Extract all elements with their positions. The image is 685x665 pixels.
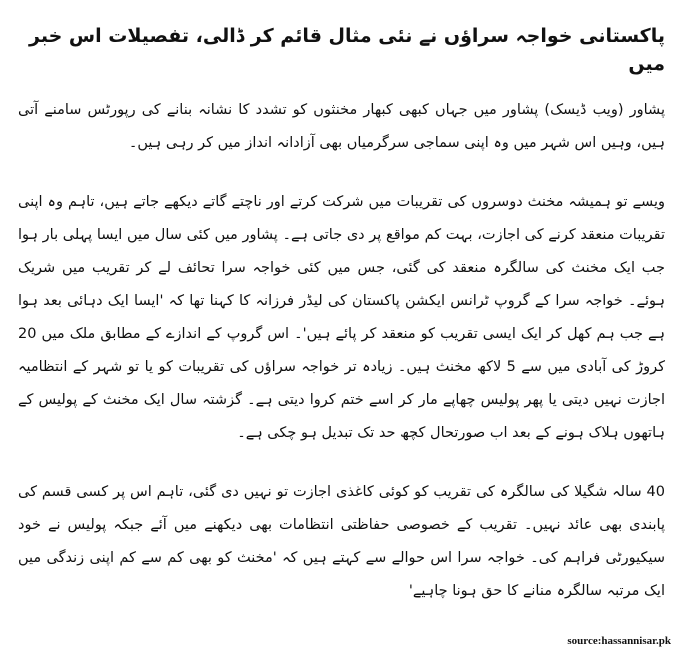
source-credit: source:hassannisar.pk <box>567 635 671 647</box>
article-paragraph-1: پشاور (ویب ڈیسک) پشاور میں جہاں کبھی کبھار مخنثوں کو تشدد کا نشانہ بنانے کی رپورٹس سامنے آتی ہیں، وہیں اس شہر میں وہ اپنی سماجی سرگرمیاں بھی آزادانہ انداز میں کر رہی ہیں۔ <box>18 102 665 151</box>
article-headline: پاکستانی خواجہ سراؤں نے نئی مثال قائم کر ڈالی، تفصیلات اس خبر میں <box>29 25 665 75</box>
article-paragraph-3: 40 سالہ شگیلا کی سالگرہ کی تقریب کو کوئی کاغذی اجازت تو نہیں دی گئی، تاہم اس پر کسی قسم کی پابندی بھی عائد نہیں۔ تقریب کے خصوصی حفاظتی انتظامات بھی دیکھنے میں آئے جبکہ پولیس نے خود سیکیورٹی فراہم کی۔ خواجہ سرا اس حوالے سے کہتے ہیں کہ 'مخنث کو بھی کم سے کم اپنی زندگی میں ایک مرتبہ سالگرہ منانے کا حق ہونا چاہیے' <box>18 484 665 599</box>
article-paragraph-2: ویسے تو ہمیشہ مخنث دوسروں کی تقریبات میں شرکت کرتے اور ناچتے گاتے دیکھے جاتے ہیں، تاہم وہ اپنی تقریبات منعقد کرنے کی اجازت، بہت کم مواقع پر دی جاتی ہے۔ پشاور میں کئی سال میں ایسا پہلی بار ہوا جب ایک مخنث کی سالگرہ منعقد کی گئی، جس میں کئی خواجہ سرا تحائف لے کر تقریب میں شریک ہوئے۔ خواجہ سرا کے گروپ ٹرانس ایکشن پاکستان کی لیڈر فرزانہ کا کہنا تھا کہ 'ایسا ایک دہائی بعد ہوا ہے جب ہم کھل کر ایک ایسی تقریب کو منعقد کر پائے ہیں'۔ اس گروپ کے اندازے کے مطابق ملک میں 20 کروڑ کی آبادی میں سے 5 لاکھ مخنث ہیں۔ زیادہ تر خواجہ سراؤں کی تقریبات کو یا تو شہر کے انتظامیہ اجازت نہیں دیتی یا پھر پولیس چھاپے مار کر اسے ختم کروا دیتی ہے۔ گزشتہ سال ایک مخنث کے پولیس کے ہاتھوں ہلاک ہونے کے بعد اب صورتحال کچھ حد تک تبدیل ہو چکی ہے۔ <box>18 194 666 441</box>
